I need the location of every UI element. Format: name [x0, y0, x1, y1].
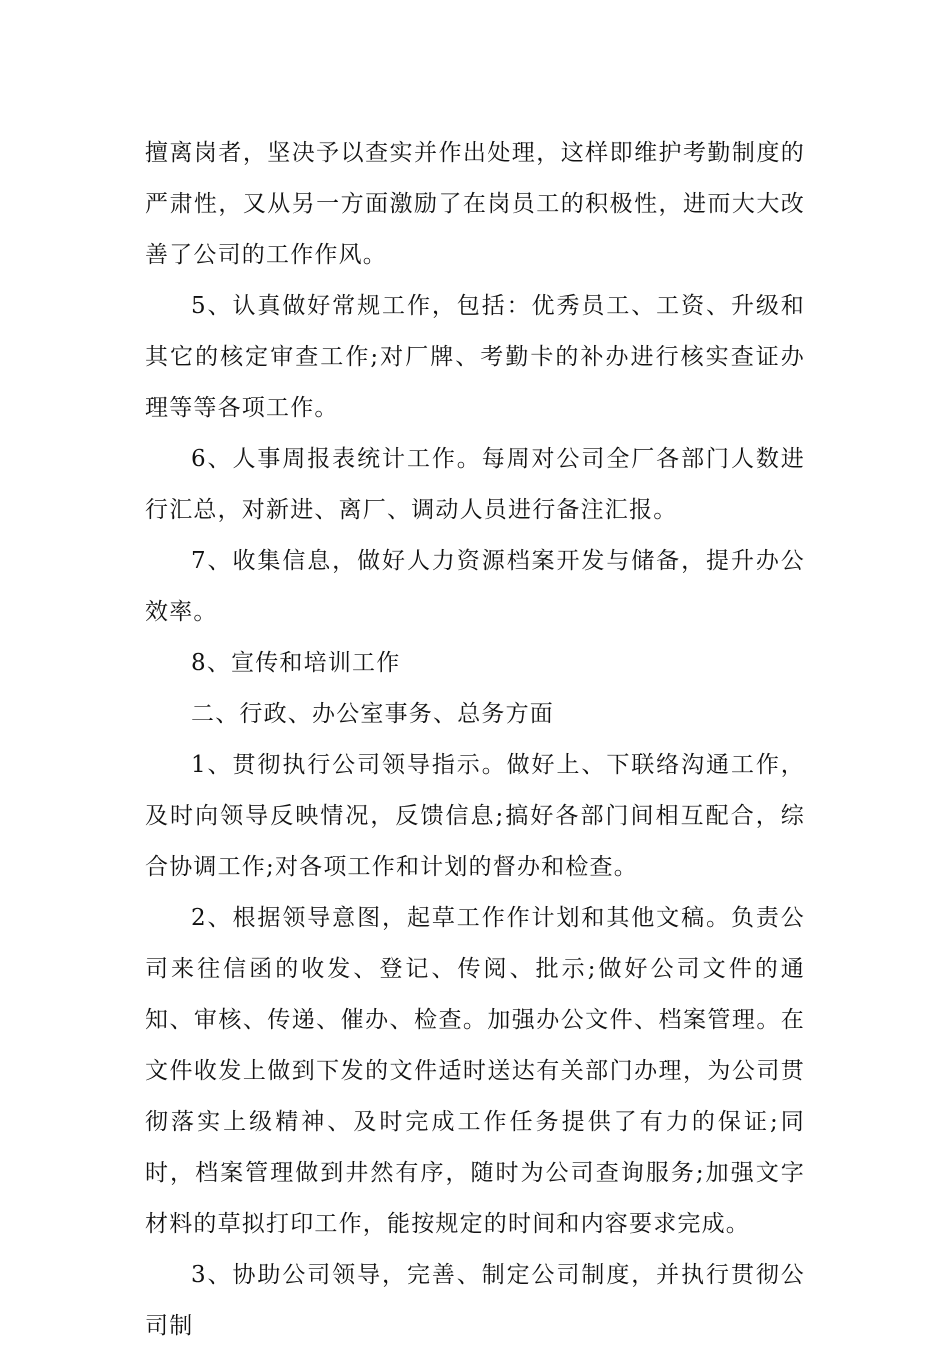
paragraph-admin-1: 1、贯彻执行公司领导指示。做好上、下联络沟通工作，及时向领导反映情况，反馈信息;搞好各部门间相互配合，综合协调工作;对各项工作和计划的督办和检查。 [145, 752, 805, 880]
paragraph-1: 擅离岗者，坚决予以查实并作出处理，这样即维护考勤制度的严肃性，又从另一方面激励了在岗员工的积极性，进而大大改善了公司的工作作风。 [145, 140, 805, 268]
paragraph-item-5: 5、认真做好常规工作，包括：优秀员工、工资、升级和其它的核定审查工作;对厂牌、考勤卡的补办进行核实查证办理等等各项工作。 [145, 293, 805, 421]
paragraph-item-6: 6、人事周报表统计工作。每周对公司全厂各部门人数进行汇总，对新进、离厂、调动人员进行备注汇报。 [145, 446, 805, 523]
section-heading-2: 二、行政、办公室事务、总务方面 [191, 701, 554, 727]
paragraph-item-7: 7、收集信息，做好人力资源档案开发与储备，提升办公效率。 [145, 548, 805, 625]
document-body [145, 128, 805, 1352]
paragraph-admin-2: 2、根据领导意图，起草工作作计划和其他文稿。负责公司来往信函的收发、登记、传阅、批示;做好公司文件的通知、审核、传递、催办、检查。加强办公文件、档案管理。在文件收发上做到下发的文件适时送达有关部门办理，为公司贯彻落实上级精神、及时完成工作任务提供了有力的保证;同时，档案管理做到井然有序，随时为公司查询服务;加强文字材料的草拟打印工作，能按规定的时间和内容要求完成。 [145, 905, 805, 1237]
paragraph-item-8: 8、宣传和培训工作 [191, 650, 401, 676]
paragraph-admin-3: 3、协助公司领导，完善、制定公司制度，并执行贯彻公司制 [145, 1262, 805, 1339]
